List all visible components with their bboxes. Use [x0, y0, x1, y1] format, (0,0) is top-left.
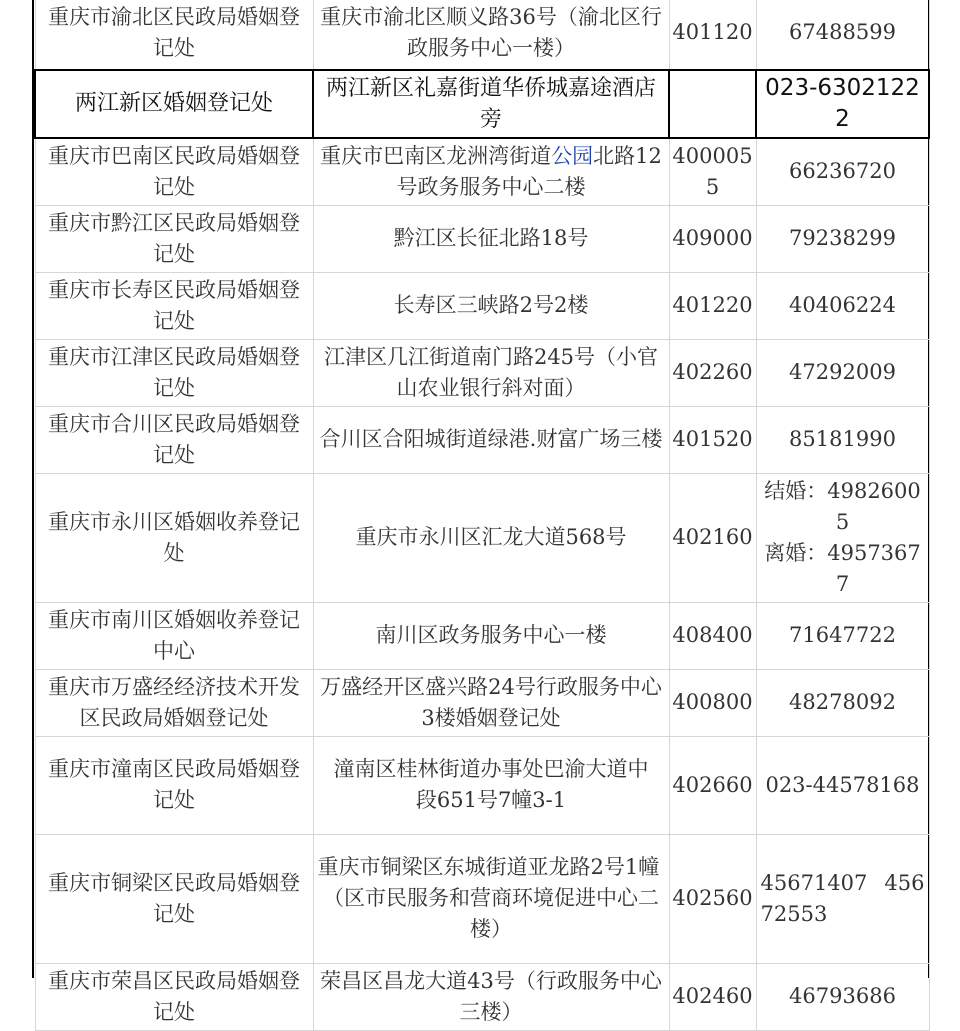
- phone: 40406224: [756, 272, 929, 339]
- office-name: 重庆市长寿区民政局婚姻登记处: [35, 272, 313, 339]
- office-name: 重庆市合川区民政局婚姻登记处: [35, 406, 313, 473]
- address-line: （区市民服务和营商环境促进中心二楼）: [323, 886, 659, 941]
- phone-divorce: 离婚：49573677: [764, 540, 921, 596]
- table-row: [35, 339, 929, 406]
- park-link[interactable]: 公园: [551, 143, 594, 168]
- office-address: 黔江区长征北路18号: [313, 205, 669, 272]
- office-name: 重庆市黔江区民政局婚姻登记处: [35, 205, 313, 272]
- phone: 48278092: [756, 669, 929, 736]
- office-name: 重庆市永川区婚姻收养登记处: [35, 473, 313, 602]
- postcode: 401120: [669, 0, 756, 70]
- office-name: 重庆市南川区婚姻收养登记中心: [35, 602, 313, 669]
- address-line: 段651号7幢3-1: [415, 788, 567, 812]
- phone: 71647722: [756, 602, 929, 669]
- table-row: [35, 272, 929, 339]
- address-line: 重庆市铜梁区东城街道亚龙路2号1幢: [317, 855, 660, 879]
- office-address: 重庆市渝北区顺义路36号（渝北区行政服务中心一楼）: [313, 0, 669, 70]
- table-row: [35, 406, 929, 473]
- phone-a: 45671407: [760, 870, 868, 895]
- office-address: 江津区几江街道南门路245号（小官山农业银行斜对面）: [313, 339, 669, 406]
- office-name: 重庆市巴南区民政局婚姻登记处: [35, 138, 313, 206]
- office-name: 重庆市荣昌区民政局婚姻登记处: [35, 963, 313, 1030]
- phone: 79238299: [756, 205, 929, 272]
- office-name: 重庆市江津区民政局婚姻登记处: [35, 339, 313, 406]
- phone: 023-44578168: [756, 736, 929, 834]
- table-row: [35, 473, 929, 602]
- address-text: 北路12号政务服务中心二楼: [396, 143, 662, 199]
- postcode: 409000: [669, 205, 756, 272]
- postcode: 401220: [669, 272, 756, 339]
- table-row: [35, 602, 929, 669]
- phone-marriage: 结婚：49826005: [764, 478, 921, 534]
- office-name: 重庆市渝北区民政局婚姻登记处: [35, 0, 313, 70]
- postcode: 402560: [669, 834, 756, 963]
- postcode: 402260: [669, 339, 756, 406]
- office-address: 合川区合阳城街道绿港.财富广场三楼: [313, 406, 669, 473]
- phone: [756, 473, 929, 602]
- postcode: 401520: [669, 406, 756, 473]
- registry-table-frame: [32, 0, 930, 1024]
- phone: 47292009: [756, 339, 929, 406]
- postcode: [669, 70, 756, 138]
- office-address: 荣昌区昌龙大道43号（行政服务中心三楼）: [313, 963, 669, 1030]
- phone: 67488599: [756, 0, 929, 70]
- address-text: 重庆市巴南区龙洲湾街道: [320, 143, 552, 168]
- postcode: 400800: [669, 669, 756, 736]
- phone: 46793686: [756, 963, 929, 1030]
- office-name: 重庆市铜梁区民政局婚姻登记处: [35, 834, 313, 963]
- marriage-registry-table: [34, 0, 930, 1031]
- office-name: 重庆市万盛经经济技术开发区民政局婚姻登记处: [35, 669, 313, 736]
- address-line: 潼南区桂林街道办事处巴渝大道中: [333, 757, 649, 781]
- postcode: 408400: [669, 602, 756, 669]
- office-address: [313, 834, 669, 963]
- office-address: 万盛经开区盛兴路24号行政服务中心3楼婚姻登记处: [313, 669, 669, 736]
- phone: 023-63021222: [756, 70, 929, 138]
- office-address: [313, 138, 669, 206]
- table-row: [35, 963, 929, 1030]
- phone-b: 45672553: [760, 870, 925, 926]
- table-row: [35, 205, 929, 272]
- phone: 66236720: [756, 138, 929, 206]
- postcode: 402460: [669, 963, 756, 1030]
- office-address: 两江新区礼嘉街道华侨城嘉途酒店旁: [313, 70, 669, 138]
- table-row-highlighted: [35, 70, 929, 138]
- table-row: [35, 138, 929, 206]
- office-address: 长寿区三峡路2号2楼: [313, 272, 669, 339]
- postcode: 402160: [669, 473, 756, 602]
- office-address: 重庆市永川区汇龙大道568号: [313, 473, 669, 602]
- phone-pair: [761, 868, 925, 930]
- table-row: [35, 0, 929, 70]
- postcode: 4000055: [669, 138, 756, 206]
- phone: [756, 834, 929, 963]
- office-name: 重庆市潼南区民政局婚姻登记处: [35, 736, 313, 834]
- office-address: [313, 736, 669, 834]
- table-row: [35, 669, 929, 736]
- postcode: 402660: [669, 736, 756, 834]
- phone: 85181990: [756, 406, 929, 473]
- table-row: [35, 736, 929, 834]
- office-name: 两江新区婚姻登记处: [35, 70, 313, 138]
- office-address: 南川区政务服务中心一楼: [313, 602, 669, 669]
- table-row: [35, 834, 929, 963]
